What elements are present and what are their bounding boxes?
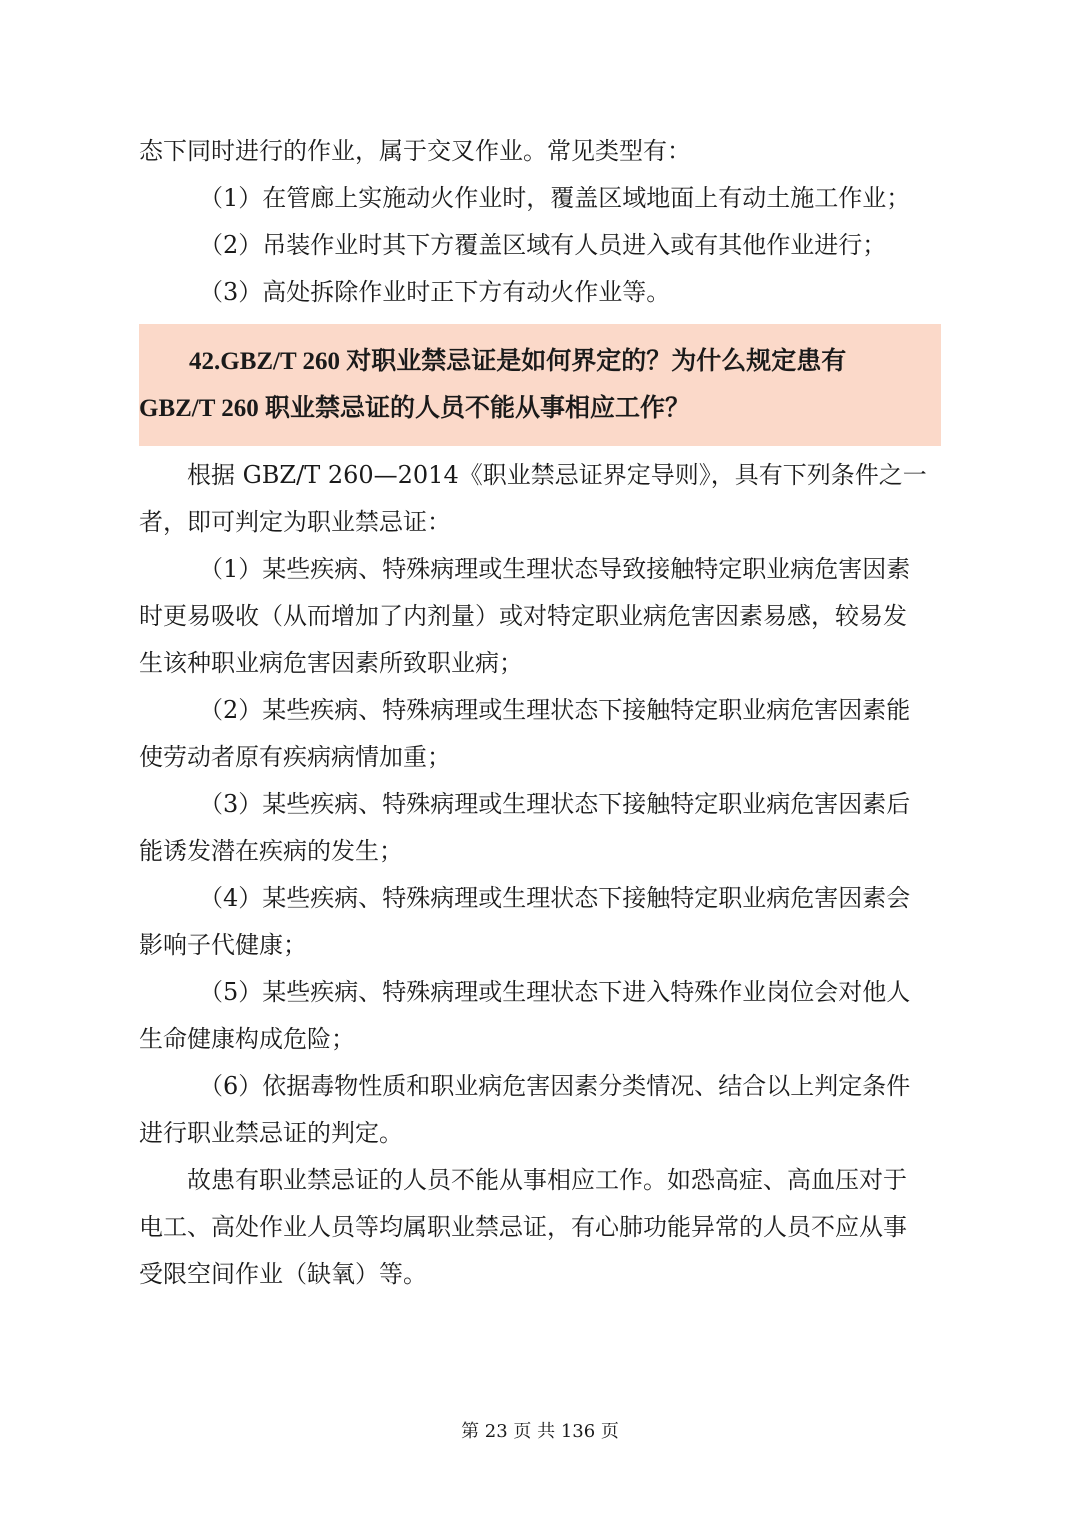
question-heading-line-1: 42.GBZ/T 260 对职业禁忌证是如何界定的？为什么规定患有 [189, 348, 847, 375]
intro-line: 态下同时进行的作业，属于交叉作业。常见类型有： [139, 137, 691, 165]
condition-item-6-line-2: 进行职业禁忌证的判定。 [139, 1119, 403, 1147]
condition-item-2-line-1: （2）某些疾病、特殊病理或生理状态下接触特定职业病危害因素能 [199, 696, 911, 724]
intro-item-3: （3）高处拆除作业时正下方有动火作业等。 [199, 278, 671, 306]
condition-item-5-line-2: 生命健康构成危险； [139, 1025, 355, 1053]
condition-item-3-line-2: 能诱发潜在疾病的发生； [139, 837, 403, 865]
condition-item-1-line-1: （1）某些疾病、特殊病理或生理状态导致接触特定职业病危害因素 [199, 555, 911, 583]
answer-paragraph-1-line-2: 者，即可判定为职业禁忌证： [139, 508, 451, 536]
intro-item-1: （1）在管廊上实施动火作业时，覆盖区域地面上有动土施工作业； [199, 184, 911, 212]
condition-item-4-line-2: 影响子代健康； [139, 931, 307, 959]
document-page [139, 128, 941, 1298]
condition-item-5-line-1: （5）某些疾病、特殊病理或生理状态下进入特殊作业岗位会对他人 [199, 978, 911, 1006]
condition-item-2-line-2: 使劳动者原有疾病病情加重； [139, 743, 451, 771]
page-number-footer: 第 23 页 共 136 页 [461, 1421, 619, 1442]
conclusion-line-1: 故患有职业禁忌证的人员不能从事相应工作。如恐高症、高血压对于 [187, 1166, 907, 1194]
question-heading-line-2: GBZ/T 260 职业禁忌证的人员不能从事相应工作？ [139, 395, 690, 422]
conclusion-line-3: 受限空间作业（缺氧）等。 [139, 1260, 427, 1288]
condition-item-4-line-1: （4）某些疾病、特殊病理或生理状态下接触特定职业病危害因素会 [199, 884, 911, 912]
condition-item-1-line-3: 生该种职业病危害因素所致职业病； [139, 649, 523, 677]
condition-item-6-line-1: （6）依据毒物性质和职业病危害因素分类情况、结合以上判定条件 [199, 1072, 911, 1100]
conclusion-line-2: 电工、高处作业人员等均属职业禁忌证，有心肺功能异常的人员不应从事 [139, 1213, 907, 1241]
condition-item-1-line-2: 时更易吸收（从而增加了内剂量）或对特定职业病危害因素易感，较易发 [139, 602, 907, 630]
question-heading [139, 324, 941, 446]
intro-item-2: （2）吊装作业时其下方覆盖区域有人员进入或有其他作业进行； [199, 231, 887, 259]
condition-item-3-line-1: （3）某些疾病、特殊病理或生理状态下接触特定职业病危害因素后 [199, 790, 911, 818]
answer-paragraph-1-line-1: 根据 GBZ/T 260—2014《职业禁忌证界定导则》，具有下列条件之一 [187, 461, 927, 489]
